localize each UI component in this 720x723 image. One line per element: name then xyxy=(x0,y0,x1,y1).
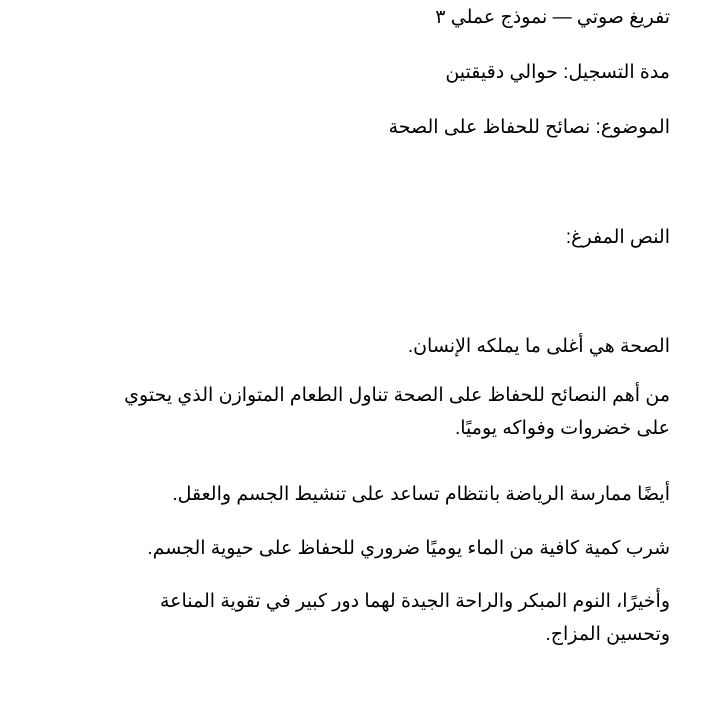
paragraph-line: وتحسين المزاج. xyxy=(545,624,670,645)
document-title: تفريغ صوتي — نموذج عملي ٣ xyxy=(435,7,670,28)
recording-topic: الموضوع: نصائح للحفاظ على الصحة xyxy=(388,117,670,138)
transcript-paragraph xyxy=(50,585,670,651)
transcript-paragraph xyxy=(50,478,670,511)
paragraph-line: على خضروات وفواكه يوميًا. xyxy=(454,418,670,439)
paragraph-line: الصحة هي أغلى ما يملكه الإنسان. xyxy=(407,336,670,357)
paragraph-line: من أهم النصائح للحفاظ على الصحة تناول الطعام المتوازن الذي يحتوي xyxy=(124,385,670,406)
transcript-label: النص المفرغ: xyxy=(565,227,670,248)
recording-duration: مدة التسجيل: حوالي دقيقتين xyxy=(445,62,670,83)
transcript-paragraph xyxy=(50,330,670,363)
paragraph-line: وأخيرًا، النوم المبكر والراحة الجيدة لهما دور كبير في تقوية المناعة xyxy=(159,591,670,612)
paragraph-line: شرب كمية كافية من الماء يوميًا ضروري للحفاظ على حيوية الجسم. xyxy=(147,538,670,559)
transcript-paragraph xyxy=(50,532,670,565)
transcript-paragraph xyxy=(50,379,670,445)
paragraph-line: أيضًا ممارسة الرياضة بانتظام تساعد على تنشيط الجسم والعقل. xyxy=(172,484,670,505)
